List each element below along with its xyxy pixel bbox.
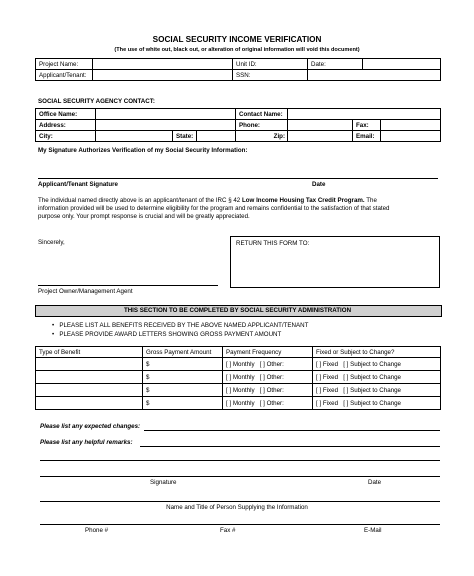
fixed-checkbox[interactable]: [ ] Fixed [316,399,339,407]
ssn-field[interactable] [308,70,441,81]
header-gross: Gross Payment Amount [143,347,223,358]
bullet-1-text: PLEASE LIST ALL BENEFITS RECEIVED BY THE ABOVE NAMED APPLICANT/TENANT [59,322,309,329]
monthly-checkbox[interactable]: [ ] Monthly [226,360,255,368]
sincerely-text: Sincerely, [38,239,65,246]
monthly-checkbox[interactable]: [ ] Monthly [226,373,255,381]
fax-number-label: Fax # [220,527,236,534]
helpful-remarks-line[interactable] [140,446,440,447]
monthly-checkbox[interactable]: [ ] Monthly [226,386,255,394]
body-text-pre: The individual named directly above is an applicant/tenant of the IRC § 42 [38,197,241,204]
office-name-label: Office Name: [36,109,96,120]
bullet-2-text: PLEASE PROVIDE AWARD LETTERS SHOWING GROSS PAYMENT AMOUNT [59,331,282,338]
authorization-text: My Signature Authorizes Verification of my Social Security Information: [38,147,248,154]
form-title: SOCIAL SECURITY INCOME VERIFICATION [152,35,322,44]
other-checkbox[interactable]: [ ] Other: [259,360,284,368]
fax-field[interactable] [381,120,441,131]
expected-changes-line[interactable] [144,430,440,431]
subject-checkbox[interactable]: [ ] Subject to Change [343,373,401,381]
benefit-type-field[interactable] [36,397,143,410]
benefits-table [35,346,441,410]
office-name-field[interactable] [96,109,236,120]
bullet-2: • PLEASE PROVIDE AWARD LETTERS SHOWING GROSS PAYMENT AMOUNT [52,331,282,338]
date-label[interactable]: Date: [308,59,363,70]
ssa-date-label: Date [368,479,382,486]
benefit-type-field[interactable] [36,384,143,397]
ssa-signature-line[interactable] [40,476,440,477]
applicant-field[interactable] [93,70,233,81]
gross-amount-field[interactable] [143,358,223,371]
date-field[interactable] [363,59,441,70]
fixed-checkbox[interactable]: [ ] Fixed [316,360,339,368]
fixed-cell [313,384,441,397]
currency-symbol: $ [146,399,150,407]
body-text-bold: Low Income Housing Tax Credit Program. [241,197,365,204]
project-name-field[interactable] [93,59,233,70]
helpful-remarks-text: Please list any helpful remarks: [40,439,133,446]
applicant-signature-line[interactable] [38,178,438,179]
fixed-checkbox[interactable]: [ ] Fixed [316,386,339,394]
header-fixed: Fixed or Subject to Change? [313,347,441,358]
applicant-label: Applicant/Tenant: [36,70,93,81]
state-field[interactable] [197,131,236,142]
fax-label: Fax: [353,120,381,131]
body-text-post: The [366,197,377,204]
email-address-label: E-Mail [364,527,382,534]
ssn-label[interactable]: SSN: [233,70,308,81]
frequency-cell [223,397,313,410]
address-label: Address: [36,120,96,131]
fixed-cell [313,397,441,410]
subject-checkbox[interactable]: [ ] Subject to Change [343,386,401,394]
body-line-3: purpose only. Your prompt response is crucial and will be greatly appreciated. [38,213,250,220]
contact-name-field[interactable] [288,109,441,120]
phone-number-label: Phone # [85,527,109,534]
table-row [36,358,441,371]
unit-id-label[interactable]: Unit ID: [233,59,308,70]
fixed-cell [313,371,441,384]
benefit-type-field[interactable] [36,358,143,371]
remarks-line-2[interactable] [40,460,440,461]
frequency-cell [223,371,313,384]
currency-symbol: $ [146,373,150,381]
bullet-1: • PLEASE LIST ALL BENEFITS RECEIVED BY THE ABOVE NAMED APPLICANT/TENANT [52,322,309,329]
contact-line[interactable] [40,524,440,525]
applicant-date-label: Date [312,181,326,188]
gross-amount-field[interactable] [143,384,223,397]
table-row [36,384,441,397]
zip-label: Zip: [236,131,288,142]
expected-changes-label [40,423,140,430]
benefit-type-field[interactable] [36,371,143,384]
return-form-label: RETURN THIS FORM TO: [236,240,310,247]
agency-table [35,108,441,142]
project-info-table [35,58,441,81]
body-line-1 [38,197,377,204]
frequency-cell [223,384,313,397]
section-banner-text: THIS SECTION TO BE COMPLETED BY SOCIAL SECURITY ADMINISTRATION [123,307,352,314]
state-label: State: [173,131,197,142]
other-checkbox[interactable]: [ ] Other: [259,373,284,381]
frequency-cell [223,358,313,371]
header-frequency: Payment Frequency [223,347,313,358]
city-label: City: [36,131,96,142]
monthly-checkbox[interactable]: [ ] Monthly [226,399,255,407]
gross-amount-field[interactable] [143,371,223,384]
contact-name-label: Contact Name: [236,109,288,120]
other-checkbox[interactable]: [ ] Other: [259,386,284,394]
gross-amount-field[interactable] [143,397,223,410]
currency-symbol: $ [146,386,150,394]
owner-agent-line[interactable] [38,285,218,286]
benefits-header-row [36,347,441,358]
currency-symbol: $ [146,360,150,368]
other-checkbox[interactable]: [ ] Other: [259,399,284,407]
subject-checkbox[interactable]: [ ] Subject to Change [343,360,401,368]
fixed-checkbox[interactable]: [ ] Fixed [316,373,339,381]
zip-field[interactable] [288,131,353,142]
table-row [36,397,441,410]
table-row [36,371,441,384]
body-line-2: information provided will be used to determine eligibility for the program and remains confidential to the satisfaction of that stated [38,205,390,212]
ssa-signature-label: Signature [150,479,177,486]
form-subtitle: (The use of white out, black out, or alteration of original information will void this document) [114,47,360,53]
helpful-remarks-label [40,439,133,446]
subject-checkbox[interactable]: [ ] Subject to Change [343,399,401,407]
email-field[interactable] [381,131,441,142]
applicant-signature-label: Applicant/Tenant Signature [38,181,118,188]
expected-changes-text: Please list any expected changes: [40,423,141,430]
city-field[interactable] [96,131,173,142]
name-title-label: Name and Title of Person Supplying the Information [166,504,308,511]
owner-agent-label: Project Owner/Management Agent [38,288,133,295]
name-title-line[interactable] [40,501,440,502]
header-type: Type of Benefit [36,347,143,358]
address-field[interactable] [96,120,236,131]
fixed-cell [313,358,441,371]
project-name-label: Project Name: [36,59,93,70]
email-label: Email: [353,131,381,142]
agency-heading: SOCIAL SECURITY AGENCY CONTACT: [38,98,155,105]
phone-field[interactable] [288,120,353,131]
phone-label: Phone: [236,120,288,131]
